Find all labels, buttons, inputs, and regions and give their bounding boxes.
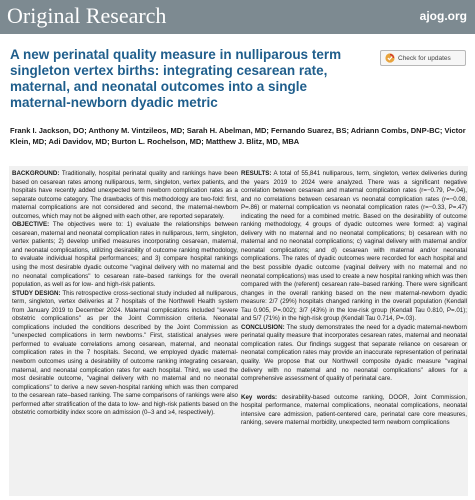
objective-paragraph (12, 221, 238, 289)
section-title: Original Research (7, 3, 167, 28)
results-paragraph (241, 170, 467, 324)
abstract-right-column (241, 170, 467, 428)
results-text: A total of 55,841 nulliparous, term, singleton, vertex deliveries during the years 2019 to 2024 were analyzed. There was a significant negative correlation between cesarean and maternal complication rates (r=−0.79, P=.04), and no correlations between cesarean vs neonatal complication rates (r=−0.08, P=.86) or maternal complication vs neonatal complication rates (r=−0.33, P=.47) indicating the need for a combined metric. Based on the desirability of outcome ranking methodology, 4 groups of dyadic outcomes were formed: a) vaginal delivery with no maternal and no neonatal complications; b) cesarean with no maternal and no neonatal complications; c) vaginal delivery with maternal and/or neonatal complications; and d) cesarean with maternal and/or neonatal complications. The rates of dyadic outcomes were recorded for each hospital and the best possible dyadic outcome (vaginal delivery with no maternal and no neonatal complications) was used to create a new hospital ranking which was then compared with the (referent) cesarean rate–based ranking. There were significant changes in the overall ranking based on the new maternal-newborn dyadic measure: 2/7 (29%) hospitals changed ranking in the overall population (Kendall Tau 0.905, P=.002); 3/7 (43%) in the low-risk group (Kendall Tau 0.810, P=.01); and 5/7 (71%) in the high-risk group (Kendall Tau 0.714, P=.03). (241, 170, 467, 323)
journal-site-link[interactable]: ajog.org (419, 9, 467, 23)
check-for-updates-label: Check for updates (398, 54, 451, 62)
study-design-paragraph (12, 290, 238, 418)
results-label: RESULTS: (241, 170, 272, 177)
author-list: Frank I. Jackson, DO; Anthony M. Vintzileos, MD; Sarah H. Abelman, MD; Fernando Suarez, BS; Adriann Combs, DNP-BC; Victor Klein, MD; Adi Davidov, MD; Burton L. Rochelson, MD; Matthew J. Blitz, MD, MBA (10, 126, 466, 146)
article-title: A new perinatal quality measure in nulliparous term singleton vertex births: integrating cesarean rate, maternal, and neonatal outcomes into a single maternal-newborn dyadic metric (10, 47, 342, 110)
objective-text: The objectives were to: 1) evaluate the relationships between cesarean, maternal and neonatal complication rates in nulliparous, term, singleton, vertex patients; 2) develop unified measures incorporating cesarean, maternal, and neonatal complications, utilizing desirability of outcome ranking methodology, to evaluate individual hospital performances; and 3) compare hospital rankings using the most desirable dyadic outcome "vaginal delivery with no maternal and no neonatal complications" to cesarean rate–based rankings for the overall population, as well as for low- and high-risk patients. (12, 221, 238, 289)
keywords-paragraph (241, 394, 467, 428)
check-for-updates-button[interactable] (380, 50, 466, 66)
journal-header-bar (0, 0, 475, 34)
conclusion-paragraph (241, 324, 467, 384)
study-design-label: STUDY DESIGN: (12, 289, 61, 297)
abstract-left-column (12, 170, 238, 418)
conclusion-text: The study demonstrates the need for a dyadic maternal-newborn perinatal quality measure that incorporates cesarean rates, maternal and neonatal complication rates. Our findings suggest that separate reliance on cesarean or neonatal complication rates may provide an inaccurate representation of perinatal quality. We propose that our Northwell composite dyadic measure "vaginal delivery with no maternal and no neonatal complications" allows for a comprehensive assessment of quality of perinatal care. (241, 323, 467, 383)
background-label: BACKGROUND: (12, 170, 60, 177)
study-design-text: This retrospective cross-sectional study included all nulliparous, term, singleton, vertex deliveries at 7 hospitals of the Northwell Health system from January 2019 to December 2024. Maternal complications included "severe obstetric complications" as per the Joint Commission criteria. Neonatal complications included the conditions described by the Joint Commission as "unexpected complications in term newborns." First, statistical analyses were performed to evaluate correlations among cesarean, maternal, and neonatal complication rates in the 7 hospitals. Second, we employed dyadic maternal-newborn outcomes using a desirability of outcome ranking integrating cesarean, maternal, and neonatal complication rates for each hospital. Third, we used the most desirable outcome, "vaginal delivery with no maternal and no neonatal complications" to derive a new seven-hospital ranking which was then compared to the cesarean rate–based ranking. The same comparisons of rankings were also performed after stratification of the data to low- and high-risk patients based on the obstetric comorbidity index score on admission (0–3 and ≥4, respectively). (12, 289, 238, 417)
keywords-label: Key words: (241, 393, 278, 401)
objective-label: OBJECTIVE: (12, 221, 50, 229)
check-for-updates-icon (385, 53, 395, 63)
background-paragraph (12, 170, 238, 221)
keywords-text: desirability-based outcome ranking, DOOR, Joint Commission, hospital performance, maternal complications, neonatal complications, neonatal intensive care admission, patient-centered care, perinatal care core measures, ranking, severe maternal morbidity, unexpected term newborn complications (241, 393, 467, 427)
background-text: Traditionally, hospital perinatal quality and rankings have been based on cesarean rates among nulliparous, term, singleton, vertex patients, and hospitals have recently added unexpected term newborn complication rates as a separate outcome category. The drawbacks of this methodology are two-fold: first, maternal complications are not considered and second, the maternal-newborn outcomes, which may not be aligned with each other, are reported separately. (12, 170, 238, 220)
conclusion-label: CONCLUSION: (241, 323, 285, 331)
